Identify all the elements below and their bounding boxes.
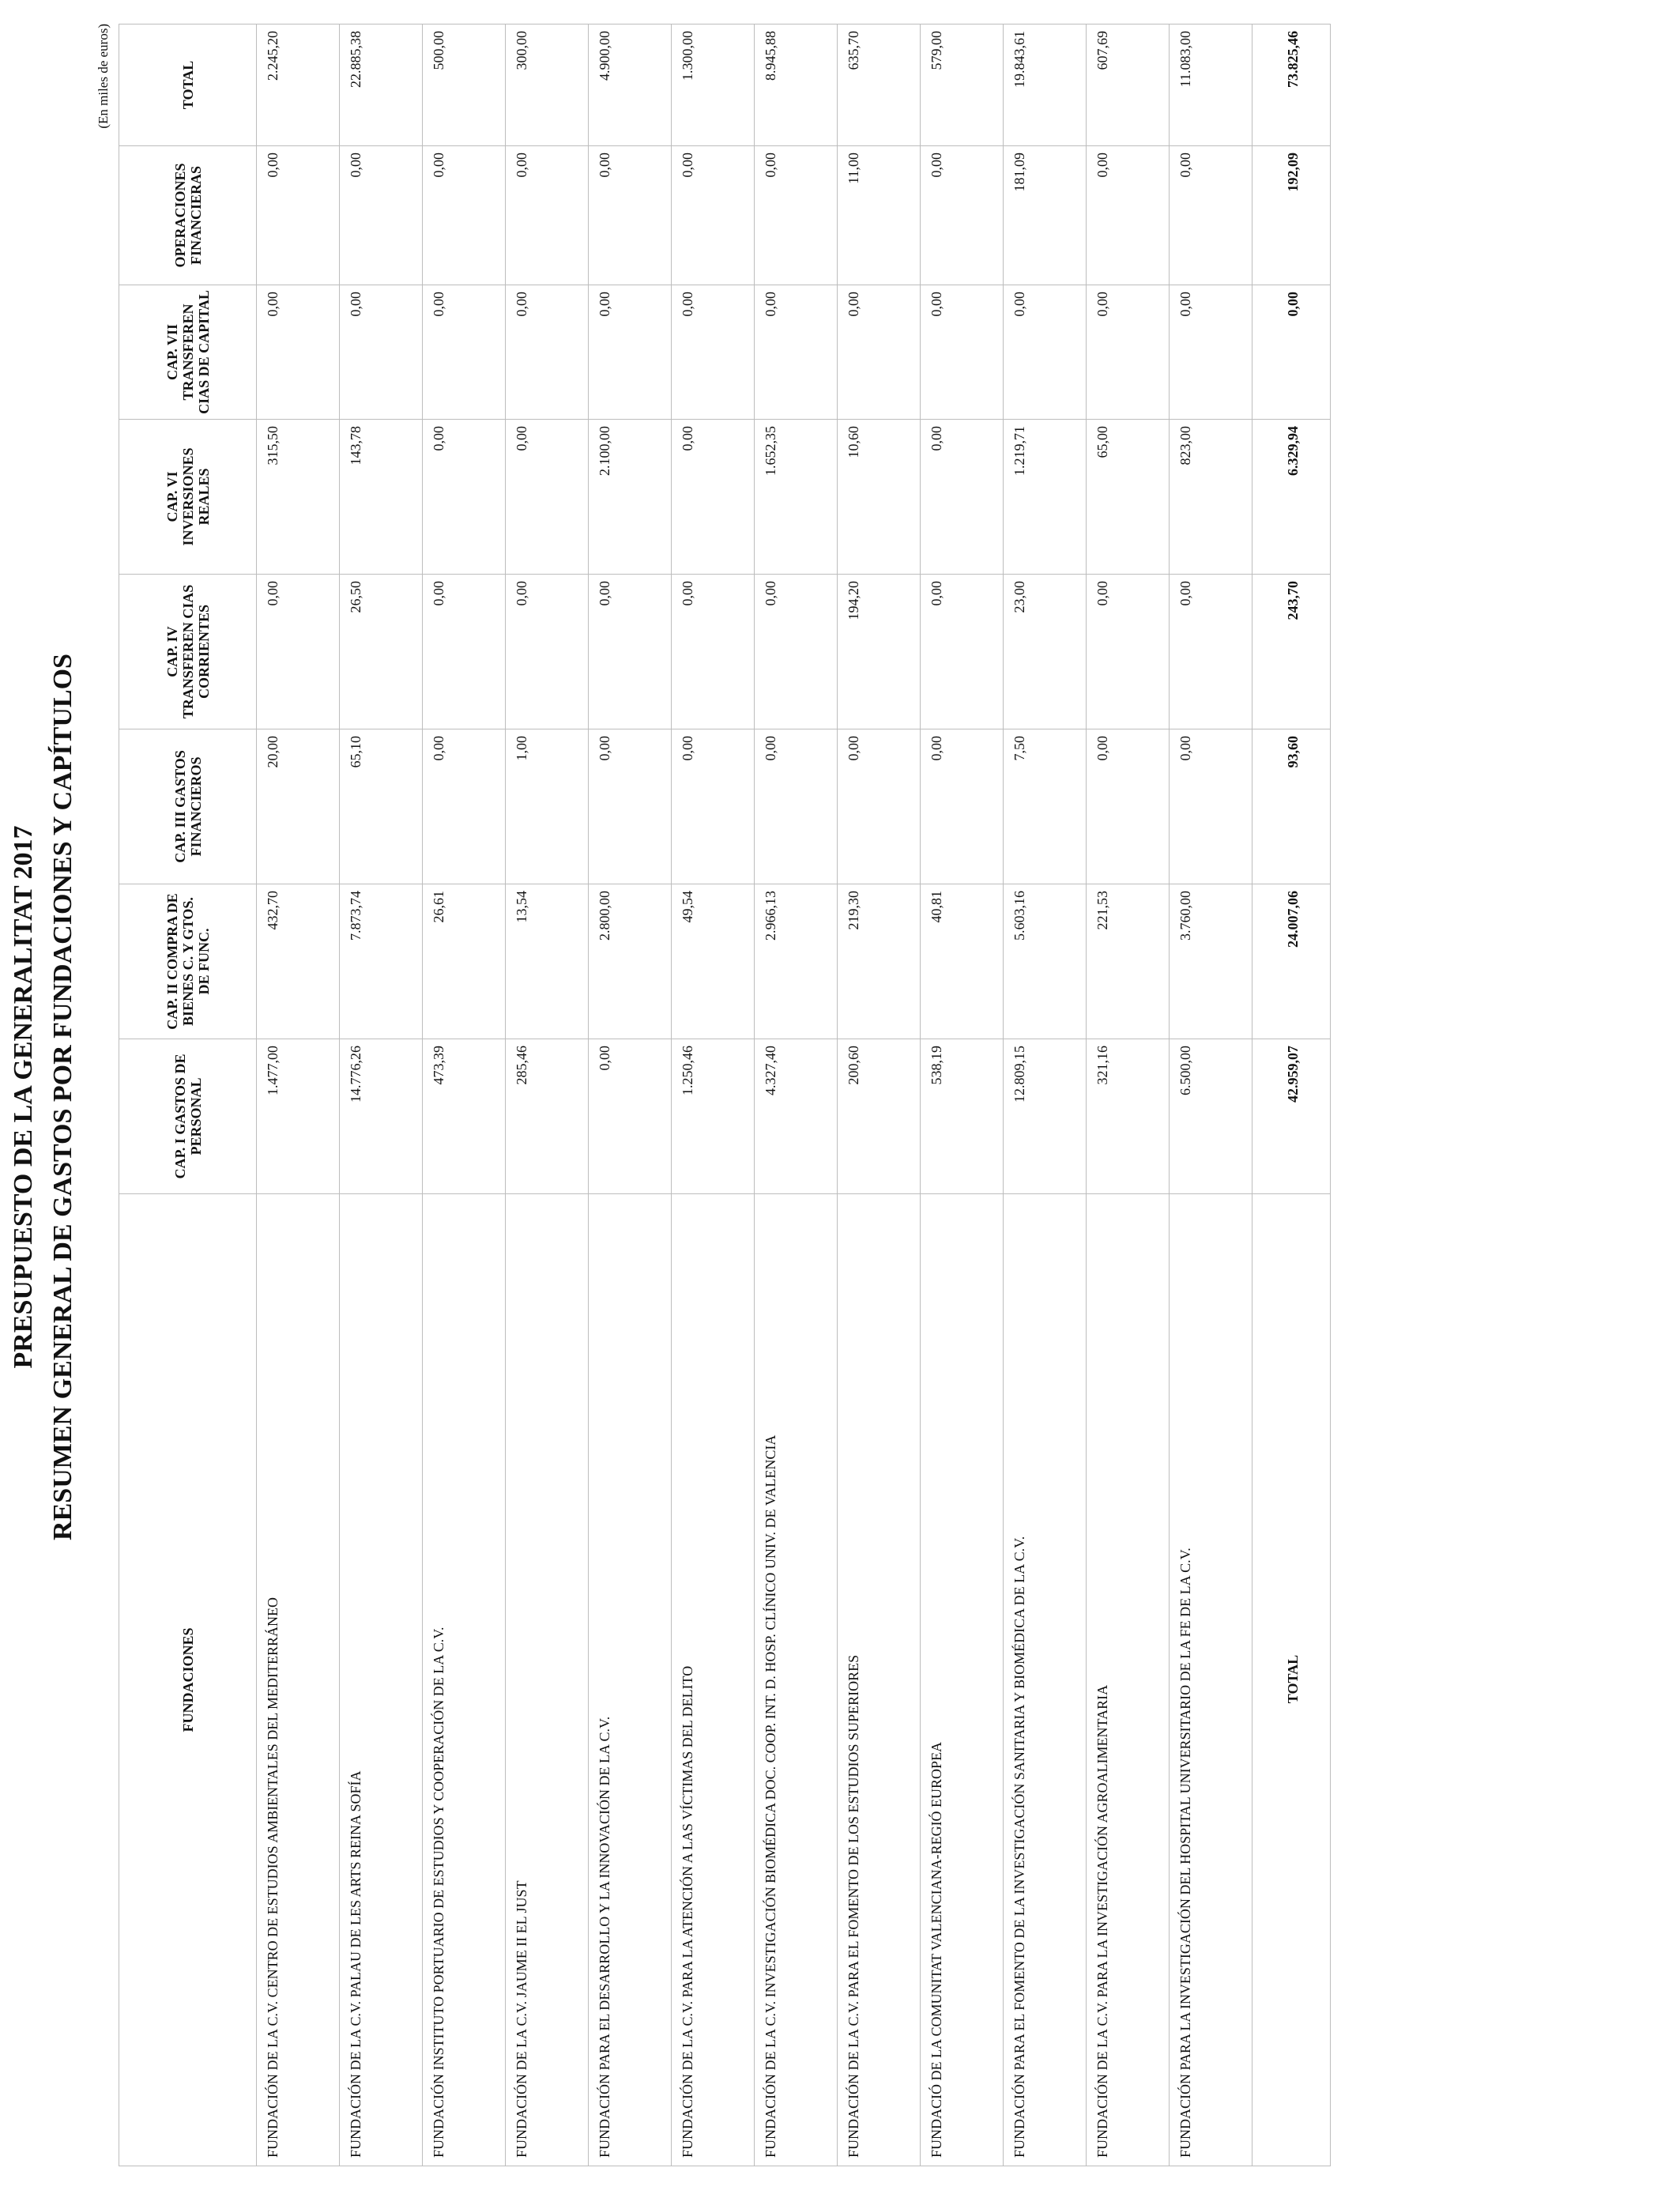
amount-cell-opfin: 0,00: [257, 146, 340, 285]
amount-cell-cap1: 285,46: [506, 1039, 589, 1194]
amount-cell-cap4: 194,20: [838, 575, 921, 729]
amount-cell-cap7: 0,00: [755, 285, 838, 420]
total-row: [1252, 25, 1331, 2166]
fundacion-name-cell: FUNDACIÓN DE LA C.V. PALAU DE LES ARTS REINA SOFÍA: [340, 1194, 423, 2166]
amount-cell-cap2: 2.800,00: [589, 884, 672, 1039]
amount-cell-cap6: 0,00: [506, 420, 589, 575]
amount-cell-cap2: 26,61: [423, 884, 506, 1039]
amount-cell-cap7: 0,00: [1252, 285, 1331, 420]
amount-cell-cap3: 0,00: [921, 729, 1004, 884]
fundacion-name-cell: FUNDACIÓN PARA LA INVESTIGACIÓN DEL HOSPITAL UNIVERSITARIO DE LA FE DE LA C.V.: [1170, 1194, 1252, 2166]
amount-cell-cap6: 143,78: [340, 420, 423, 575]
amount-cell-cap2: 3.760,00: [1170, 884, 1252, 1039]
amount-cell-opfin: 11,00: [838, 146, 921, 285]
column-header-cap1: CAP. I GASTOS DE PERSONAL: [119, 1039, 257, 1194]
amount-cell-cap7: 0,00: [672, 285, 755, 420]
amount-cell-total: 8.945,88: [755, 25, 838, 146]
page-subtitle: RESUMEN GENERAL DE GASTOS POR FUNDACIONES Y CAPÍTULOS: [48, 654, 77, 1540]
amount-cell-cap2: 49,54: [672, 884, 755, 1039]
amount-cell-cap1: 538,19: [921, 1039, 1004, 1194]
amount-cell-total: 2.245,20: [257, 25, 340, 146]
amount-cell-cap3: 0,00: [589, 729, 672, 884]
amount-cell-total: 607,69: [1087, 25, 1170, 146]
column-header-cap4: CAP. IV TRANSFEREN CIAS CORRIENTES: [119, 575, 257, 729]
amount-cell-cap6: 0,00: [423, 420, 506, 575]
amount-cell-total: 11.083,00: [1170, 25, 1252, 146]
amount-cell-cap1: 14.776,26: [340, 1039, 423, 1194]
amount-cell-total: 22.885,38: [340, 25, 423, 146]
amount-cell-cap2: 13,54: [506, 884, 589, 1039]
amount-cell-cap3: 0,00: [1170, 729, 1252, 884]
column-header-opfin: OPERACIONES FINANCIERAS: [119, 146, 257, 285]
page-title: PRESUPUESTO DE LA GENERALITAT 2017: [9, 825, 38, 1369]
amount-cell-cap2: 432,70: [257, 884, 340, 1039]
amount-cell-cap1: 0,00: [589, 1039, 672, 1194]
amount-cell-cap6: 10,60: [838, 420, 921, 575]
amount-cell-cap1: 4.327,40: [755, 1039, 838, 1194]
amount-cell-cap6: 2.100,00: [589, 420, 672, 575]
fundacion-name-cell: FUNDACIÓN DE LA C.V. JAUME II EL JUST: [506, 1194, 589, 2166]
amount-cell-cap3: 93,60: [1252, 729, 1331, 884]
fundacion-name-cell: FUNDACIÓN DE LA C.V. PARA LA INVESTIGACIÓN AGROALIMENTARIA: [1087, 1194, 1170, 2166]
amount-cell-cap2: 2.966,13: [755, 884, 838, 1039]
amount-cell-total: 19.843,61: [1004, 25, 1087, 146]
amount-cell-cap1: 321,16: [1087, 1039, 1170, 1194]
amount-cell-cap2: 7.873,74: [340, 884, 423, 1039]
amount-cell-opfin: 0,00: [921, 146, 1004, 285]
fundacion-name-cell: FUNDACIÓN INSTITUTO PORTUARIO DE ESTUDIOS Y COOPERACIÓN DE LA C.V.: [423, 1194, 506, 2166]
amount-cell-cap1: 473,39: [423, 1039, 506, 1194]
amount-cell-cap4: 23,00: [1004, 575, 1087, 729]
amount-cell-cap1: 1.250,46: [672, 1039, 755, 1194]
amount-cell-cap7: 0,00: [589, 285, 672, 420]
table-row: [838, 25, 921, 2166]
amount-cell-cap7: 0,00: [838, 285, 921, 420]
table-row: [1170, 25, 1252, 2166]
amount-cell-cap4: 0,00: [589, 575, 672, 729]
table-row: [1004, 25, 1087, 2166]
fundacion-name-cell: FUNDACIÓ DE LA COMUNITAT VALENCIANA-REGIÓ EUROPEA: [921, 1194, 1004, 2166]
amount-cell-cap7: 0,00: [1087, 285, 1170, 420]
table-row: [672, 25, 755, 2166]
amount-cell-cap4: 0,00: [423, 575, 506, 729]
amount-cell-cap6: 1.652,35: [755, 420, 838, 575]
amount-cell-total: 635,70: [838, 25, 921, 146]
budget-table: [119, 24, 1331, 2166]
amount-cell-cap3: 20,00: [257, 729, 340, 884]
table-row: [755, 25, 838, 2166]
amount-cell-cap7: 0,00: [921, 285, 1004, 420]
fundacion-name-cell: FUNDACIÓN PARA EL DESARROLLO Y LA INNOVACIÓN DE LA C.V.: [589, 1194, 672, 2166]
table-row: [506, 25, 589, 2166]
amount-cell-cap4: 0,00: [755, 575, 838, 729]
table-row: [921, 25, 1004, 2166]
amount-cell-opfin: 0,00: [423, 146, 506, 285]
amount-cell-total: 73.825,46: [1252, 25, 1331, 146]
amount-cell-cap3: 0,00: [672, 729, 755, 884]
amount-cell-cap3: 1,00: [506, 729, 589, 884]
amount-cell-opfin: 0,00: [589, 146, 672, 285]
amount-cell-cap6: 65,00: [1087, 420, 1170, 575]
table-row: [340, 25, 423, 2166]
fundacion-name-cell: TOTAL: [1252, 1194, 1331, 2166]
fundacion-name-cell: FUNDACIÓN DE LA C.V. INVESTIGACIÓN BIOMÉDICA DOC. COOP. INT. D. HOSP. CLÍNICO UNIV. DE VALENCIA: [755, 1194, 838, 2166]
table-row: [589, 25, 672, 2166]
amount-cell-cap6: 6.329,94: [1252, 420, 1331, 575]
amount-cell-cap4: 0,00: [1170, 575, 1252, 729]
amount-cell-opfin: 0,00: [506, 146, 589, 285]
amount-cell-cap3: 0,00: [838, 729, 921, 884]
amount-cell-cap7: 0,00: [506, 285, 589, 420]
header-row: [119, 25, 257, 2166]
amount-cell-cap4: 0,00: [506, 575, 589, 729]
amount-cell-cap4: 0,00: [1087, 575, 1170, 729]
amount-cell-cap6: 823,00: [1170, 420, 1252, 575]
amount-cell-cap6: 0,00: [672, 420, 755, 575]
column-header-cap3: CAP. III GASTOS FINANCIEROS: [119, 729, 257, 884]
fundacion-name-cell: FUNDACIÓN DE LA C.V. CENTRO DE ESTUDIOS AMBIENTALES DEL MEDITERRÁNEO: [257, 1194, 340, 2166]
table-row: [1087, 25, 1170, 2166]
amount-cell-cap7: 0,00: [1004, 285, 1087, 420]
amount-cell-cap7: 0,00: [257, 285, 340, 420]
fundacion-name-cell: FUNDACIÓN DE LA C.V. PARA LA ATENCIÓN A LAS VÍCTIMAS DEL DELITO: [672, 1194, 755, 2166]
amount-cell-cap3: 65,10: [340, 729, 423, 884]
amount-cell-cap3: 7,50: [1004, 729, 1087, 884]
amount-cell-cap2: 221,53: [1087, 884, 1170, 1039]
amount-cell-cap4: 26,50: [340, 575, 423, 729]
amount-cell-cap4: 0,00: [921, 575, 1004, 729]
amount-cell-cap2: 5.603,16: [1004, 884, 1087, 1039]
table-body: [257, 25, 1331, 2166]
amount-cell-cap6: 0,00: [921, 420, 1004, 575]
amount-cell-opfin: 0,00: [755, 146, 838, 285]
amount-cell-cap3: 0,00: [755, 729, 838, 884]
amount-cell-opfin: 181,09: [1004, 146, 1087, 285]
column-header-cap6: CAP. VI INVERSIONES REALES: [119, 420, 257, 575]
amount-cell-cap7: 0,00: [423, 285, 506, 420]
amount-cell-cap6: 1.219,71: [1004, 420, 1087, 575]
amount-cell-cap1: 1.477,00: [257, 1039, 340, 1194]
amount-cell-total: 300,00: [506, 25, 589, 146]
column-header-cap7: CAP. VII TRANSFEREN CIAS DE CAPITAL: [119, 285, 257, 420]
amount-cell-cap2: 219,30: [838, 884, 921, 1039]
amount-cell-total: 579,00: [921, 25, 1004, 146]
amount-cell-opfin: 0,00: [1087, 146, 1170, 285]
amount-cell-cap3: 0,00: [423, 729, 506, 884]
amount-cell-opfin: 192,09: [1252, 146, 1331, 285]
amount-cell-cap2: 24.007,06: [1252, 884, 1331, 1039]
column-header-cap2: CAP. II COMPRA DE BIENES C. Y GTOS. DE FUNC.: [119, 884, 257, 1039]
amount-cell-cap4: 243,70: [1252, 575, 1331, 729]
units-note: (En miles de euros): [96, 24, 111, 129]
fundacion-name-cell: FUNDACIÓN DE LA C.V. PARA EL FOMENTO DE LOS ESTUDIOS SUPERIORES: [838, 1194, 921, 2166]
amount-cell-total: 1.300,00: [672, 25, 755, 146]
amount-cell-opfin: 0,00: [672, 146, 755, 285]
amount-cell-cap6: 315,50: [257, 420, 340, 575]
fundacion-name-cell: FUNDACIÓN PARA EL FOMENTO DE LA INVESTIGACIÓN SANITARIA Y BIOMÉDICA DE LA C.V.: [1004, 1194, 1087, 2166]
amount-cell-opfin: 0,00: [1170, 146, 1252, 285]
column-header-total: TOTAL: [119, 25, 257, 146]
amount-cell-cap2: 40,81: [921, 884, 1004, 1039]
amount-cell-cap1: 6.500,00: [1170, 1039, 1252, 1194]
amount-cell-cap1: 200,60: [838, 1039, 921, 1194]
amount-cell-cap1: 42.959,07: [1252, 1039, 1331, 1194]
amount-cell-cap7: 0,00: [340, 285, 423, 420]
amount-cell-cap7: 0,00: [1170, 285, 1252, 420]
amount-cell-cap3: 0,00: [1087, 729, 1170, 884]
amount-cell-cap4: 0,00: [672, 575, 755, 729]
table-row: [423, 25, 506, 2166]
table-row: [257, 25, 340, 2166]
amount-cell-cap4: 0,00: [257, 575, 340, 729]
amount-cell-cap1: 12.809,15: [1004, 1039, 1087, 1194]
amount-cell-total: 500,00: [423, 25, 506, 146]
amount-cell-opfin: 0,00: [340, 146, 423, 285]
column-header-fundaciones: FUNDACIONES: [119, 1194, 257, 2166]
amount-cell-total: 4.900,00: [589, 25, 672, 146]
